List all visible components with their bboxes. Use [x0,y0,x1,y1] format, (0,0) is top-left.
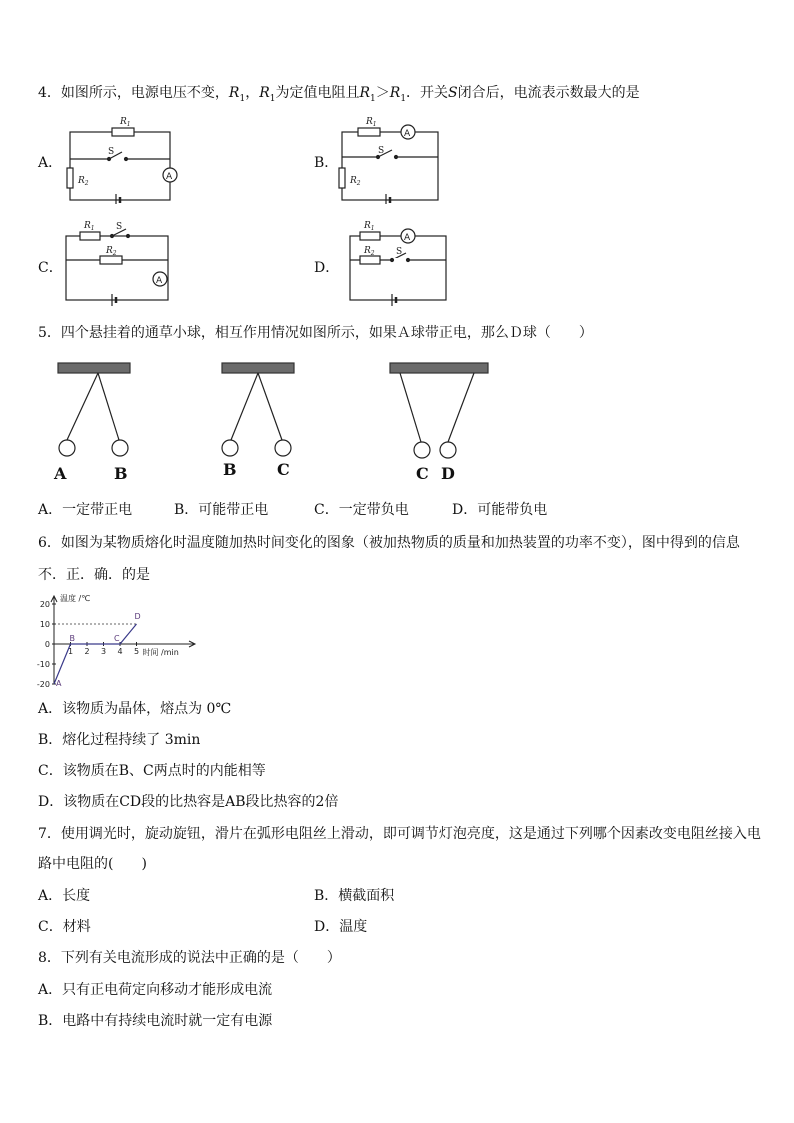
q4-gt: ＞ [375,85,390,101]
q8-option-b: B．电路中有持续电流时就一定有电源 [38,1013,273,1029]
q7-stem: 7．使用调光时，旋动旋钮，滑片在弧形电阻丝上滑动，即可调节灯泡亮度，这是通过下列哪个因素改变电阻丝接入电 [38,826,761,842]
switch-label: S [378,146,385,156]
y-tick-label: -20 [36,680,50,689]
q4-option-d-label: D． [314,260,340,276]
q4-circuit-d [344,216,454,306]
ammeter-icon: A [156,276,163,286]
q6-stem: 6．如图为某物质熔化时温度随加热时间变化的图象（被加热物质的质量和加热装置的功率不变），图中得到的信息 [38,535,740,551]
q6-option-c: C．该物质在B、C两点时的内能相等 [38,763,266,779]
q7-stem-2: 路中电阻的( ) [38,856,147,872]
x-tick-label: 2 [84,647,90,656]
q4-stem-suffix: ．开关 [406,85,449,101]
y-axis-label: 温度 /℃ [60,594,91,603]
y-tick-label: -10 [36,660,50,669]
x-tick-label: 4 [117,647,123,656]
q8-stem: 8．下列有关电流形成的说法中正确的是（ ） [38,950,341,966]
q4-option-a-label: A． [38,155,63,171]
r2-label: $R_2$ [78,176,89,187]
r2-label: $R_2$ [350,176,361,187]
q4-stem-prefix: 4．如图所示，电源电压不变， [38,85,229,101]
q4-stem-end: 闭合后，电流表示数最大的是 [457,85,640,101]
point-label: C [114,634,120,643]
q4-option-c-label: C． [38,260,63,276]
x-tick-label: 5 [133,647,140,656]
r1-label: $R_1$ [84,221,95,232]
ball-b-label: B [223,460,237,479]
q4-stem [38,82,640,104]
q4-r-sub: 1 [370,93,376,104]
q6-stem-2: 不．正．确．的是 [38,567,150,583]
q5-option-c: C．一定带负电 [314,502,409,518]
y-tick-label: 10 [39,620,50,629]
q7-option-c: C．材料 [38,919,91,935]
switch-label: S [108,147,115,157]
ammeter-icon: A [166,172,173,182]
x-tick-label: 3 [100,647,107,656]
q8-option-a: A．只有正电荷定向移动才能形成电流 [38,982,273,998]
q6-option-d: D．该物质在CD段的比热容是AB段比热容的2倍 [38,794,339,810]
q5-option-a: A．一定带正电 [38,502,133,518]
ball-c-label: C [416,464,429,483]
q4-r-sub: 1 [239,93,246,104]
q5-balls-figure [50,360,510,485]
q7-option-d: D．温度 [314,919,368,935]
q4-circuit-a [64,112,184,204]
r1-label: $R_1$ [366,117,377,128]
y-tick-label: 0 [44,640,50,649]
point-label: D [134,612,141,621]
q4-r-symbol: R [228,85,240,101]
q6-option-a: A．该物质为晶体，熔点为 0℃ [38,701,232,717]
q4-r-sub: 1 [400,93,407,104]
x-tick-label: 1 [67,647,74,656]
switch-label: S [396,247,403,257]
q5-option-d: D．可能带负电 [452,502,548,518]
r1-label: $R_1$ [120,117,131,128]
ammeter-icon: A [404,129,411,139]
q6-temperature-graph [30,588,210,692]
q4-circuit-c [60,216,180,306]
ammeter-icon: A [404,233,411,243]
q4-r-sub: 1 [269,93,276,104]
switch-label: S [116,222,123,232]
ball-a-label: A [54,464,67,483]
y-tick-label: 20 [39,600,50,609]
q4-r-symbol: R [389,85,401,101]
ball-d-label: D [441,464,455,483]
q4-stem-mid: 为定值电阻且 [275,85,360,101]
q5-stem: 5．四个悬挂着的通草小球，相互作用情况如图所示，如果Ａ球带正电，那么Ｄ球（ ） [38,325,593,341]
point-label: B [69,634,75,643]
q5-option-b: B．可能带正电 [174,502,269,518]
r2-label: $R_2$ [364,246,375,257]
point-label: A [56,679,62,688]
r2-label: $R_2$ [106,246,117,257]
q4-r-symbol: R [259,85,270,101]
q4-s-symbol: S [448,85,458,101]
ball-b-label: B [114,464,128,483]
q4-circuit-b [336,112,446,204]
q6-option-b: B．熔化过程持续了 3min [38,732,201,748]
series-line [54,624,140,684]
ball-c-label: C [277,460,290,479]
q7-option-a: A．长度 [38,888,91,904]
x-axis-label: 时间 /min [142,648,179,657]
q4-r-symbol: R [359,85,371,101]
q7-option-b: B．横截面积 [314,888,395,904]
r1-label: $R_1$ [364,221,375,232]
q4-option-b-label: B． [314,155,339,171]
q4-comma: ， [245,85,260,101]
